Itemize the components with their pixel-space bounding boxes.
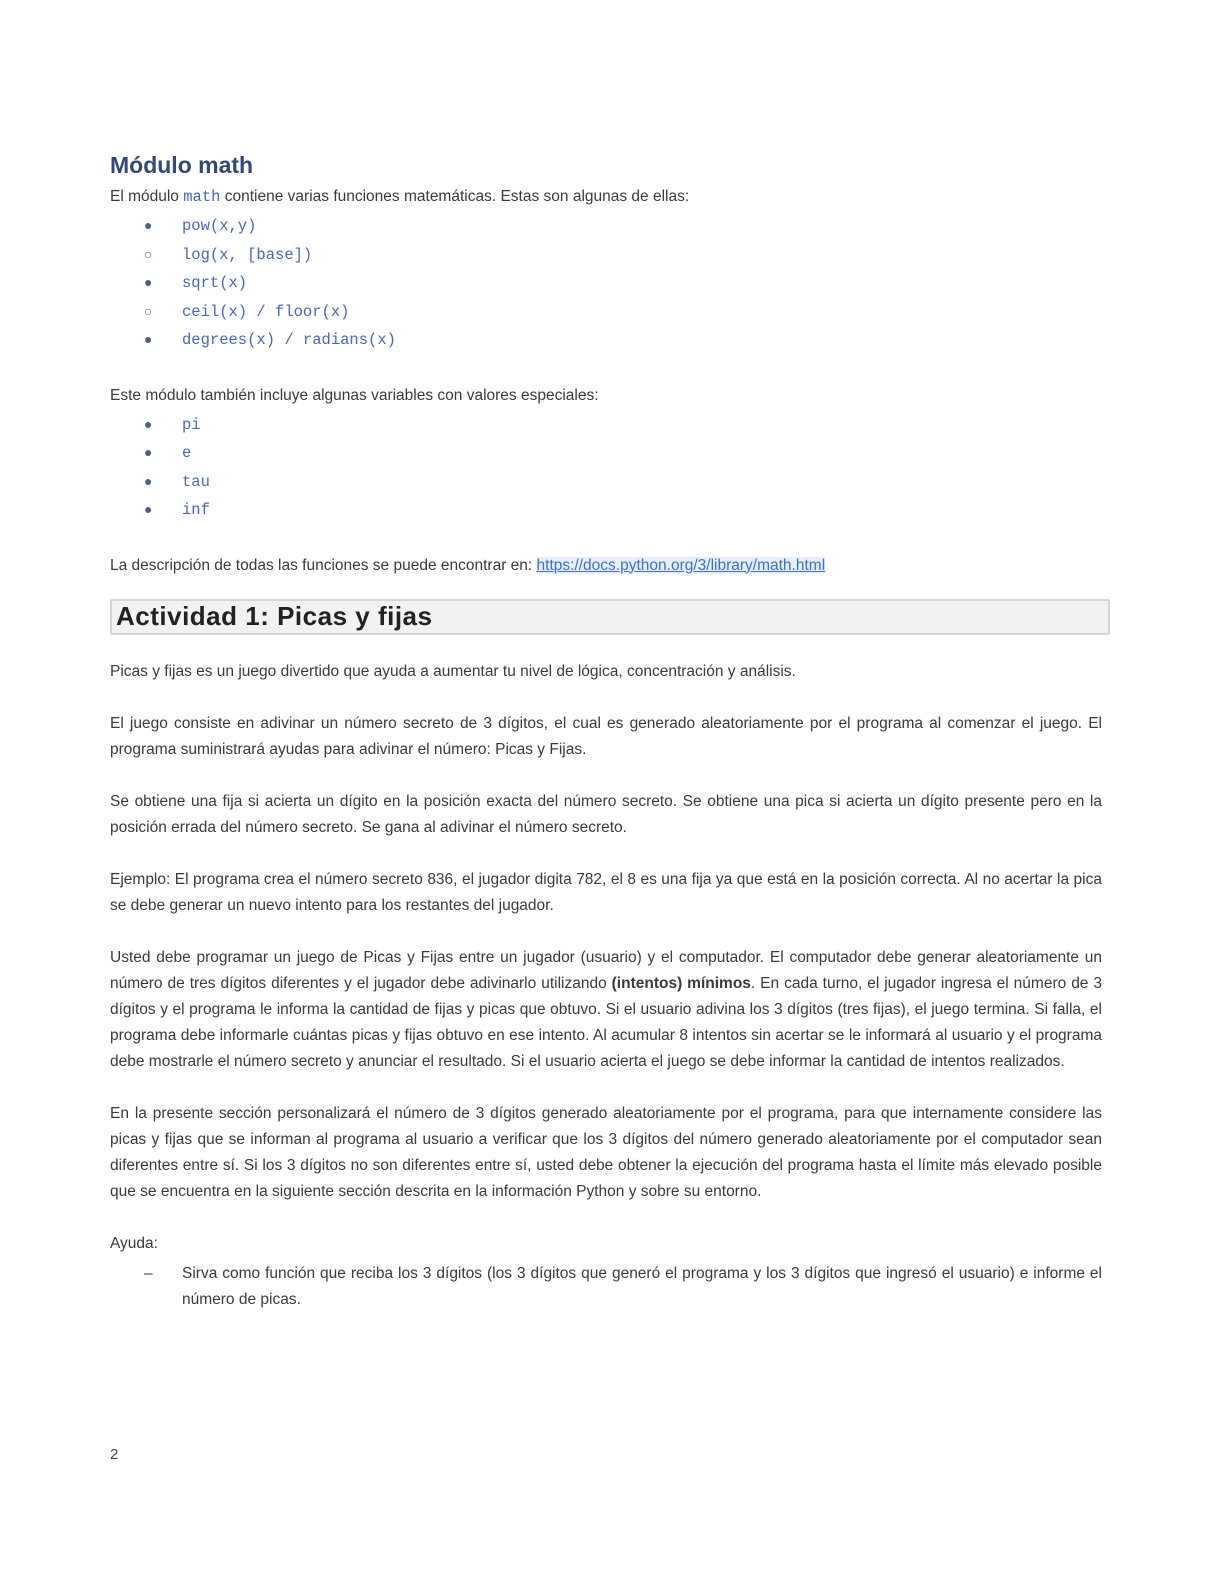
hint-text: Sirva como función que reciba los 3 dígitos (los 3 dígitos que generó el programa y los 3 dígitos que ingresó el usuario) e informe el número de picas. [182, 1264, 1102, 1308]
document-page [110, 150, 1102, 1313]
docs-prefix: La descripción de todas las funciones se puede encontrar en: [110, 556, 537, 574]
instructions-part-2: . En cada turno, el jugador ingresa el número de 3 dígitos y el programa le informa la cantidad de fijas y picas que obtuvo. Si el usuario adivina los 3 dígitos (tres fijas), el juego termina. Si falla, el programa debe informarle cuántas picas y fijas obtuvo en ese intento. Al acumular 8 intentos sin acertar se le informará al usuario y el programa debe mostrarle el número secreto y anunciar el resultado. Si el usuario acierta el juego se debe informar la cantidad de intentos realizados. [110, 974, 1102, 1070]
bullet-filled-icon: ● [144, 501, 153, 517]
list-item [144, 411, 1102, 440]
function-name: sqrt(x) [182, 274, 248, 292]
bullet-filled-icon: ● [144, 274, 153, 290]
bullet-filled-icon: ● [144, 444, 153, 460]
math-intro-suffix: contiene varias funciones matemáticas. Estas son algunas de ellas: [220, 188, 690, 205]
constant-name: tau [182, 472, 210, 491]
bullet-filled-icon: ● [144, 331, 153, 347]
math-intro-prefix: El módulo [110, 188, 184, 205]
list-item [144, 212, 1102, 241]
page-number: 2 [110, 1446, 119, 1463]
activity-paragraph: Picas y fijas es un juego divertido que ayuda a aumentar tu nivel de lógica, concentración y análisis. [110, 662, 796, 680]
activity-instructions-paragraph [110, 945, 1102, 1075]
bullet-filled-icon: ● [144, 415, 153, 432]
hints-list [110, 1261, 1102, 1313]
bullet-filled-icon: ● [144, 217, 153, 233]
list-item [144, 241, 1102, 270]
list-item [144, 1261, 1102, 1313]
constant-name: pi [182, 415, 201, 434]
list-item [144, 326, 1102, 355]
list-item [144, 439, 1102, 468]
list-item [144, 468, 1102, 497]
instructions-bold: (intentos) mínimos [611, 974, 751, 992]
math-intro-paragraph [110, 184, 1102, 210]
function-name: ceil(x) / floor(x) [182, 302, 350, 321]
activity-paragraph: Ejemplo: El programa crea el número secreto 836, el jugador digita 782, el 8 es una fija ya que está en la posición correcta. Al no acertar la pica se debe generar un nuevo intento para los restantes del jugador. [110, 870, 1102, 914]
constant-name: inf [182, 501, 210, 519]
activity-paragraph: Se obtiene una fija si acierta un dígito en la posición exacta del número secreto. Se obtiene una pica si acierta un dígito presente pero en la posición errada del número secreto. Se gana al adivinar el número secreto. [110, 792, 1102, 836]
bullet-hollow-icon: ○ [144, 245, 153, 262]
activity-title: Actividad 1: Picas y fijas [116, 601, 433, 631]
math-functions-list [110, 212, 1102, 355]
activity-paragraph: En la presente sección personalizará el número de 3 dígitos generado aleatoriamente por el programa, para que internamente considere las picas y fijas que se informan al programa al usuario a verificar que los 3 dígitos del número generado aleatoriamente por el computador sean diferentes entre sí. Si los 3 dígitos no son diferentes entre sí, usted debe obtener la ejecución del programa hasta el límite más elevado posible que se encuentra en la siguiente sección descrita en la información Python y sobre su entorno. [110, 1104, 1102, 1200]
constants-intro-paragraph: Este módulo también incluye algunas variables con valores especiales: [110, 386, 599, 404]
math-constants-list [110, 411, 1102, 525]
docs-paragraph [110, 553, 1102, 579]
function-name: pow(x,y) [182, 217, 257, 235]
dash-icon: – [144, 1264, 153, 1282]
bullet-filled-icon: ● [144, 472, 153, 489]
list-item [144, 496, 1102, 525]
activity-paragraph: El juego consiste en adivinar un número secreto de 3 dígitos, el cual es generado aleatoriamente por el programa al comenzar el juego. El programa suministrará ayudas para adivinar el número: Picas y Fijas. [110, 714, 1102, 758]
math-inline-code: math [183, 188, 221, 206]
hints-label: Ayuda: [110, 1234, 158, 1252]
bullet-hollow-icon: ○ [144, 302, 153, 319]
list-item [144, 269, 1102, 298]
instructions-part-1: Usted debe programar un juego de Picas y Fijas entre un jugador (usuario) y el computador. El computador debe generar aleatoriamente un número de tres dígitos diferentes y el jugador debe adivinarlo utilizando [110, 948, 1102, 992]
constant-name: e [182, 444, 192, 462]
activity-heading-bar [110, 599, 1110, 635]
math-docs-link[interactable]: https://docs.python.org/3/library/math.html [536, 556, 826, 574]
list-item [144, 298, 1102, 327]
function-name: log(x, [base]) [182, 245, 313, 264]
function-name: degrees(x) / radians(x) [182, 331, 396, 349]
math-module-heading: Módulo math [110, 152, 254, 178]
